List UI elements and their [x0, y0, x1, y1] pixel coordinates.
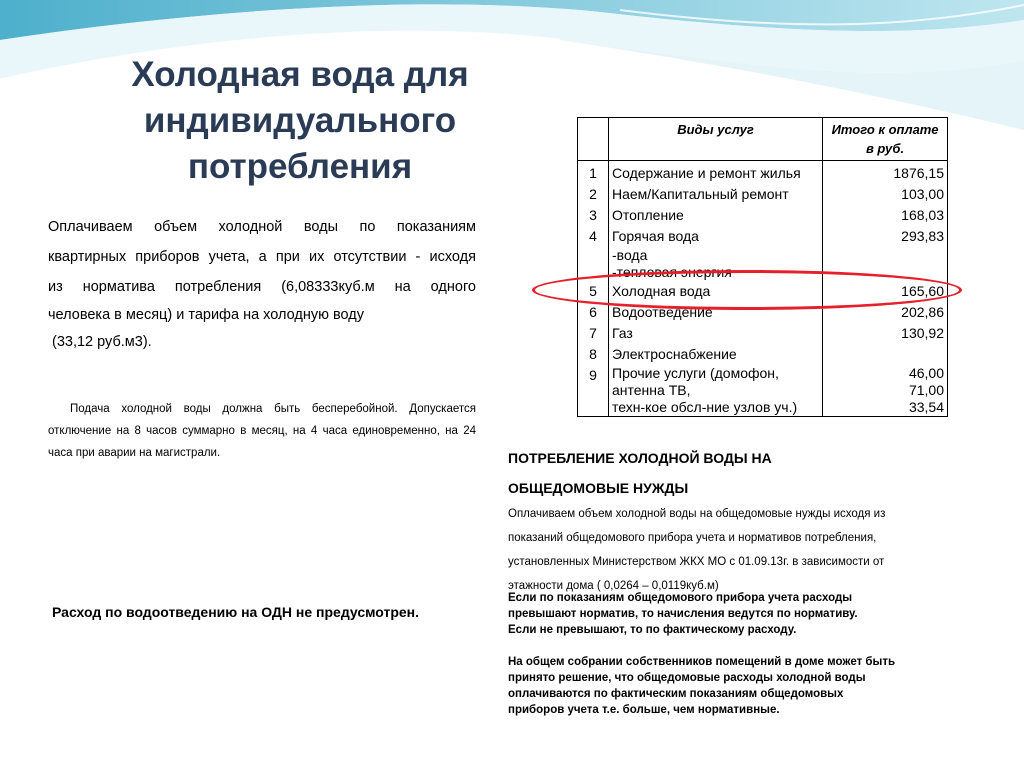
header-service: Виды услуг — [609, 118, 823, 161]
odn-rule-paragraph — [508, 590, 958, 638]
row-service: Водоотведение — [609, 302, 823, 323]
row-num: 9 — [578, 365, 609, 417]
drainage-note: Расход по водоотведению на ОДН не предусмотрен. — [52, 604, 420, 620]
row-amount — [823, 365, 948, 417]
table-row — [578, 161, 948, 185]
service-line: антенна ТВ, — [612, 382, 691, 398]
title-line: индивидуального — [143, 101, 457, 140]
table-row — [578, 323, 948, 344]
row-service — [609, 365, 823, 417]
page-title — [90, 52, 510, 190]
service-line: Прочие услуги (домофон, — [612, 365, 779, 381]
table-header-row — [578, 118, 948, 161]
odn-rules — [508, 590, 958, 718]
header-total: Итого к оплате в руб. — [823, 118, 948, 161]
row-service: Холодная вода — [609, 281, 823, 302]
text-line: показаний общедомового прибора учета и нормативов потребления, — [508, 532, 877, 544]
row-amount: 202,86 — [823, 302, 948, 323]
text-line: принято решение, что общедомовые расходы холодной воды — [508, 672, 866, 684]
text-line: Если не превышают, то по фактическому расходу. — [508, 624, 797, 636]
text-line: превышают норматив, то начисления ведутся по нормативу. — [508, 608, 858, 620]
text-line: Если по показаниям общедомового прибора учета расходы — [508, 592, 853, 604]
title-line: Холодная вода для — [131, 55, 469, 94]
table-row — [578, 205, 948, 226]
row-num: 8 — [578, 344, 609, 365]
heading-line: ОБЩЕДОМОВЫЕ НУЖДЫ — [508, 480, 689, 496]
amount-line: 33,54 — [908, 399, 944, 415]
row-amount — [823, 344, 948, 365]
individual-payment-text-end: человека в месяц) и тарифа на холодную воду — [48, 307, 364, 323]
row-num: 1 — [578, 161, 609, 185]
text-line: приборов учета т.е. больше, чем нормативные. — [508, 704, 780, 716]
odn-description — [508, 502, 958, 598]
text-line: квартирных приборов учета, а при их отсутствии - исходя — [48, 249, 476, 265]
amount-line: 71,00 — [908, 382, 944, 398]
table-row — [578, 184, 948, 205]
table-row — [578, 344, 948, 365]
services-table — [577, 117, 948, 417]
row-amount: 168,03 — [823, 205, 948, 226]
row-num: 5 — [578, 281, 609, 302]
row-amount: 165,60 — [823, 281, 948, 302]
row-service: Электроснабжение — [609, 344, 823, 365]
row-num: 7 — [578, 323, 609, 344]
row-service: Отопление — [609, 205, 823, 226]
service-line: -вода — [612, 247, 648, 263]
text-line: оплачиваются по фактическим показаниям общедомовых — [508, 688, 844, 700]
odn-heading — [508, 443, 772, 503]
row-amount: 103,00 — [823, 184, 948, 205]
text-line: Оплачиваем объем холодной воды по показаниям — [48, 219, 476, 235]
row-amount: 130,92 — [823, 323, 948, 344]
amount-line: 46,00 — [908, 365, 944, 381]
highlight-oval — [532, 270, 962, 310]
row-amount: 293,83 — [823, 226, 948, 281]
service-line: техн-кое обсл-ние узлов уч.) — [612, 399, 798, 415]
supply-interruption-text: Подача холодной воды должна быть бесперебойной. Допускается отключение на 8 часов суммарно в месяц, на 4 часа единовременно, на 24 часа при аварии на магистрали. — [48, 403, 476, 459]
service-line: Горячая вода — [612, 228, 699, 244]
odn-rule-paragraph — [508, 654, 958, 718]
text-line: Оплачиваем объем холодной воды на общедомовые нужды исходя из — [508, 508, 886, 520]
tariff-value: (33,12 руб.м3). — [52, 334, 152, 350]
header-num — [578, 118, 609, 161]
table-row — [578, 365, 948, 417]
text-line: этажности дома ( 0,0264 – 0,0119куб.м) — [508, 580, 719, 592]
text-line: установленных Министерством ЖКХ МО с 01.09.13г. в зависимости от — [508, 556, 885, 568]
row-service: Газ — [609, 323, 823, 344]
row-num: 2 — [578, 184, 609, 205]
row-num: 3 — [578, 205, 609, 226]
heading-line: ПОТРЕБЛЕНИЕ ХОЛОДНОЙ ВОДЫ НА — [508, 450, 772, 466]
text-line: На общем собрании собственников помещений в доме может быть — [508, 656, 896, 668]
row-num: 6 — [578, 302, 609, 323]
service-line: -тепловая энергия — [612, 264, 732, 280]
row-amount: 1876,15 — [823, 161, 948, 185]
text-line: из норматива потребления (6,08333куб.м на одного — [48, 279, 476, 295]
row-service: Содержание и ремонт жилья — [609, 161, 823, 185]
title-line: потребления — [187, 147, 413, 186]
individual-payment-text — [48, 212, 476, 302]
row-num: 4 — [578, 226, 609, 281]
row-service: Наем/Капитальный ремонт — [609, 184, 823, 205]
